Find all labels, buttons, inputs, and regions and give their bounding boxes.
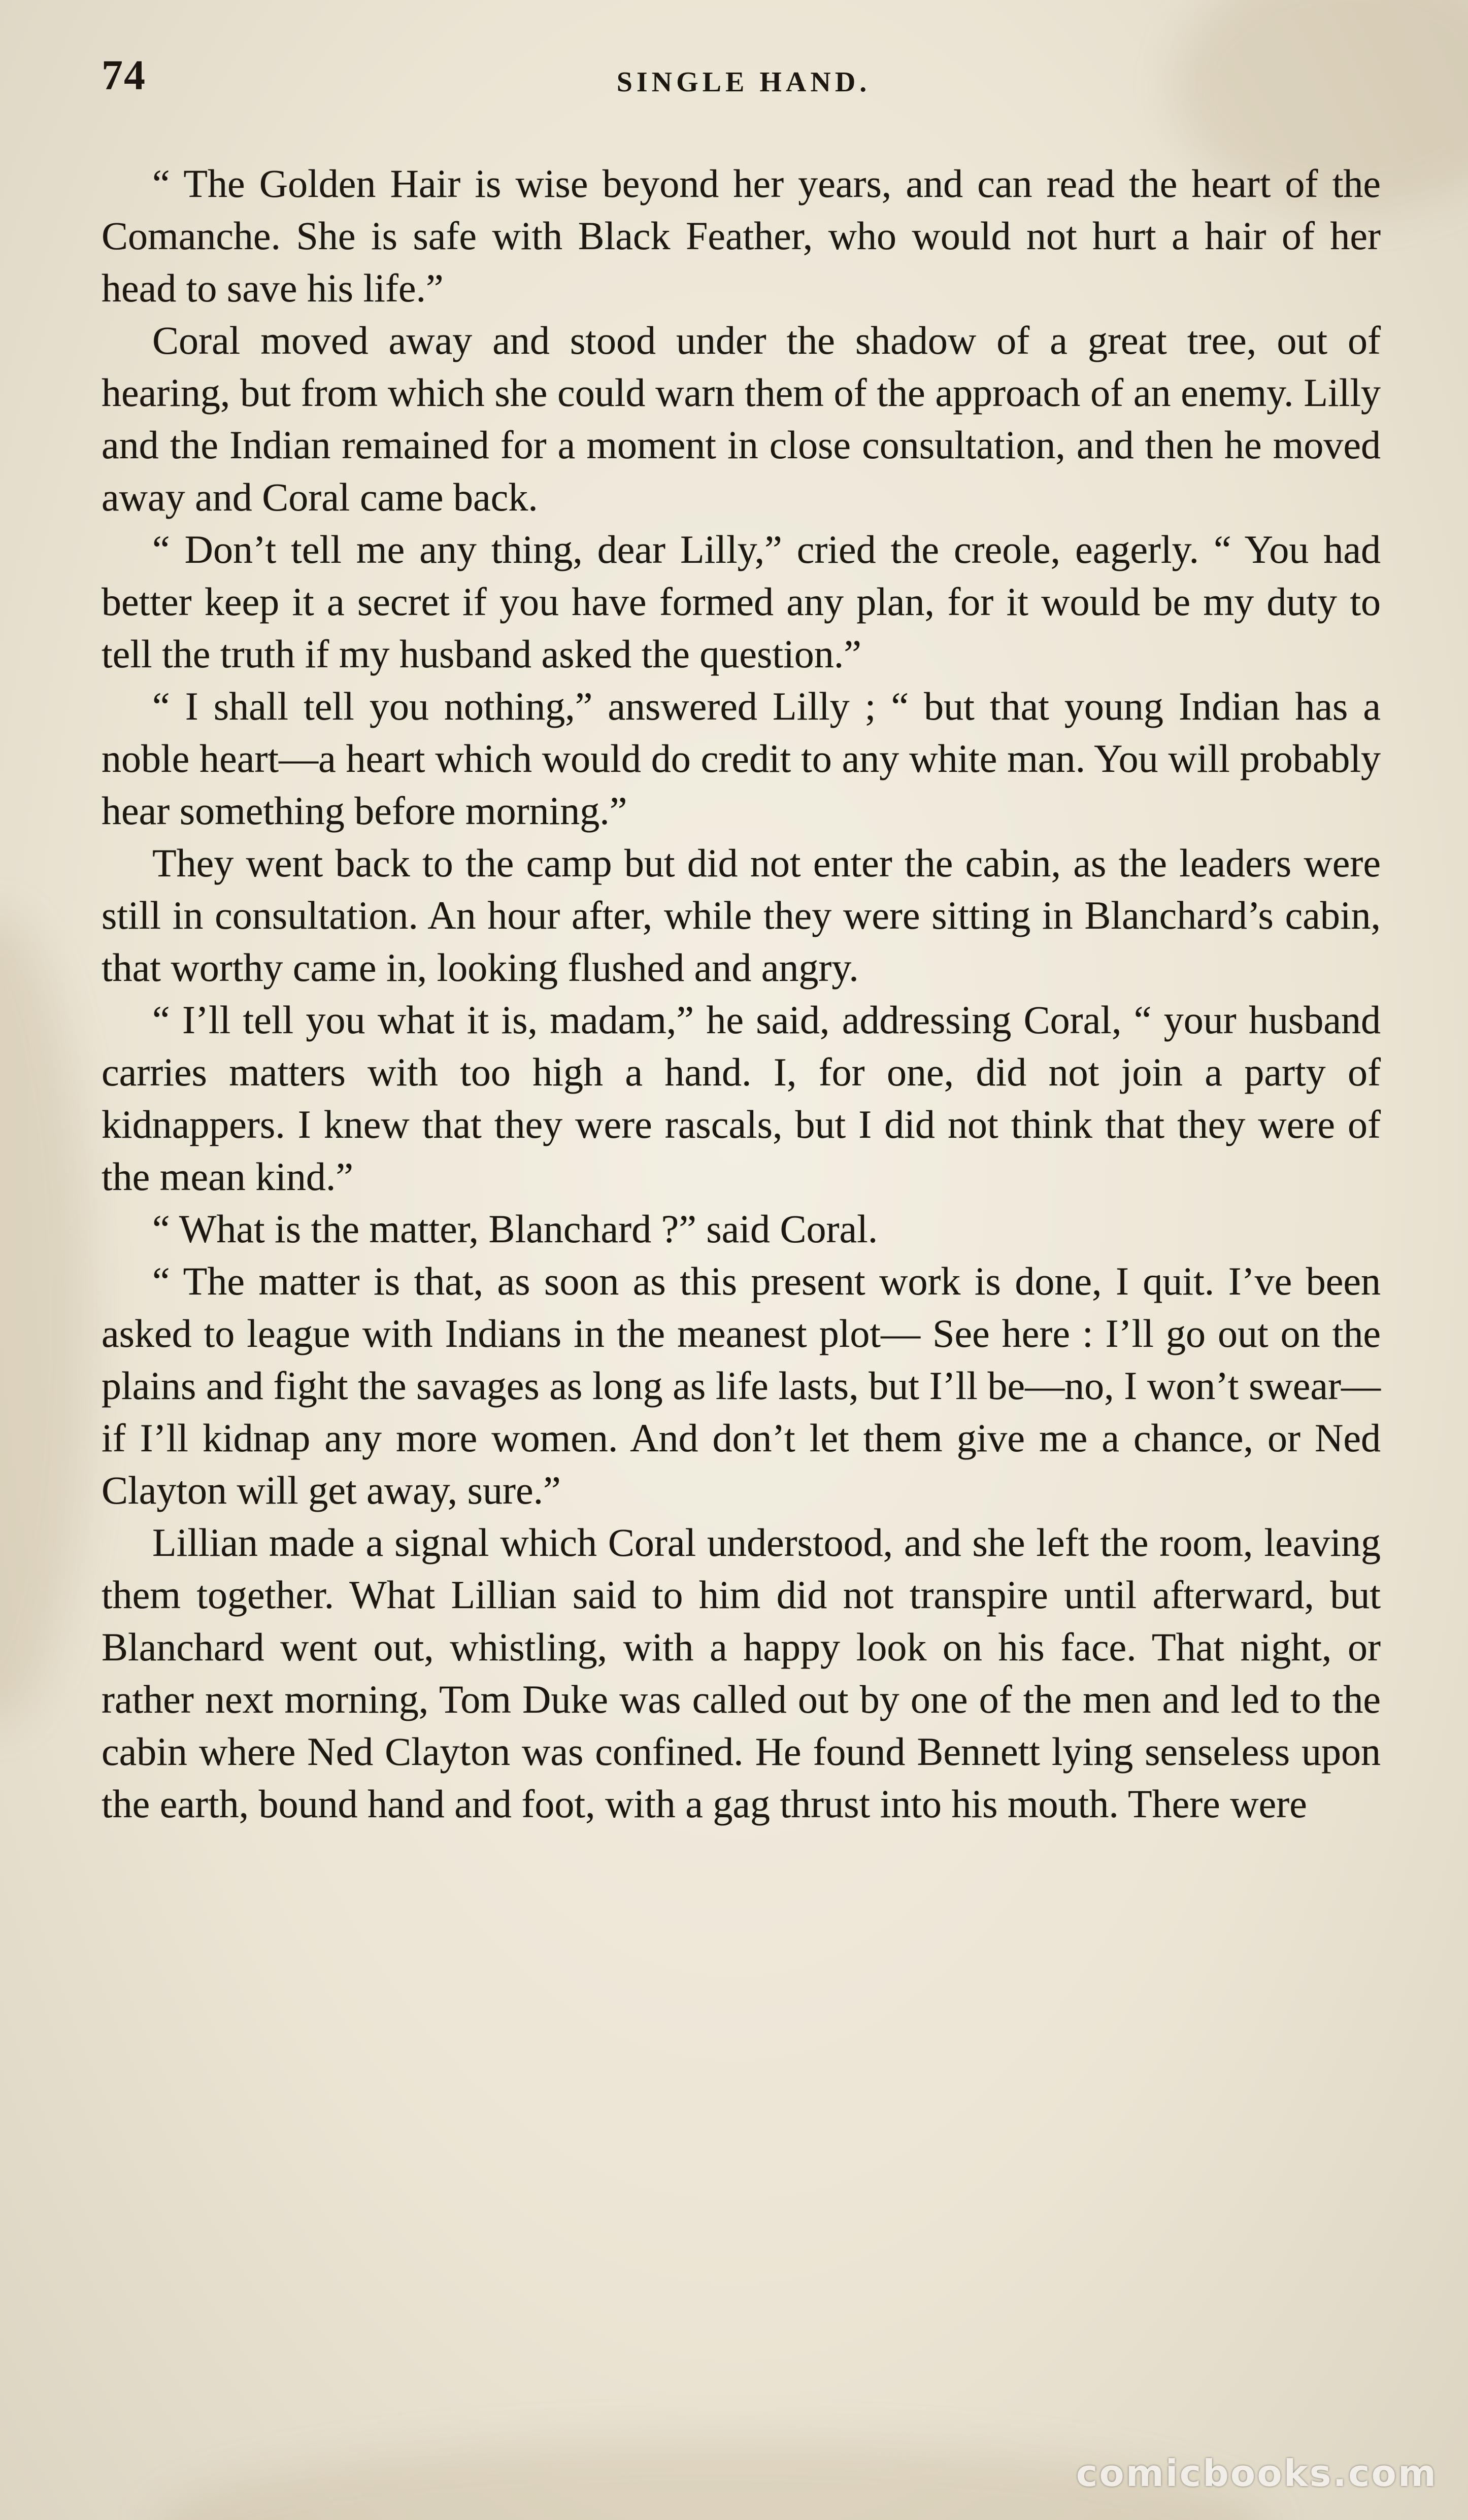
page-stain-left [0,913,91,1725]
paragraph: “ What is the matter, Blanchard ?” said Coral. [152,1207,878,1251]
paragraph: Lillian made a signal which Coral understood, and she left the room, leaving them together. What Lillian said to him did not transpire until afterward, but Blanchard went out, whistling, with a happy look on his face. That night, or rather next morning, Tom Duke was called out by one of the men and led to the cabin where Ned Clayton was confined. He found Bennett lying senseless upon the earth, bound hand and foot, with a gag thrust into his mouth. There were [102,1520,1381,1826]
running-head: SINGLE HAND. [616,66,871,98]
paragraph: They went back to the camp but did not enter the cabin, as the leaders were still in consultation. An hour after, while they were sitting in Blanchard’s cabin, that worthy came in, looking flushed and angry. [102,841,1381,990]
paragraph: “ I shall tell you nothing,” answered Lilly ; “ but that young Indian has a noble heart—a heart which would do credit to any white man. You will probably hear something before morning.” [102,684,1381,833]
watermark: comicbooks.com [1076,2452,1438,2495]
page-number: 74 [102,52,146,99]
paragraph: “ I’ll tell you what it is, madam,” he said, addressing Coral, “ your husband carries matters with too high a hand. I, for one, did not join a party of kidnappers. I knew that they were rascals, but I did not think that they were of the mean kind.” [102,998,1381,1199]
page-header [102,51,1386,112]
paragraph: Coral moved away and stood under the shadow of a great tree, out of hearing, but from which she could warn them of the approach of an enemy. Lilly and the Indian remained for a moment in close consultation, and then he moved away and Coral came back. [102,318,1381,519]
paragraph: “ The Golden Hair is wise beyond her years, and can read the heart of the Comanche. She is safe with Black Feather, who would not hurt a hair of her head to save his life.” [102,161,1381,310]
body-text [102,157,1381,1830]
paragraph: “ Don’t tell me any thing, dear Lilly,” cried the creole, eagerly. “ You had better keep it a secret if you have formed any plan, for it would be my duty to tell the truth if my husband asked the question.” [102,527,1381,676]
paragraph: “ The matter is that, as soon as this present work is done, I quit. I’ve been asked to league with Indians in the meanest plot— See here : I’ll go out on the plains and fight the savages as long as life lasts, but I’ll be—no, I won’t swear—if I’ll kidnap any more women. And don’t let them give me a chance, or Ned Clayton will get away, sure.” [102,1259,1381,1512]
